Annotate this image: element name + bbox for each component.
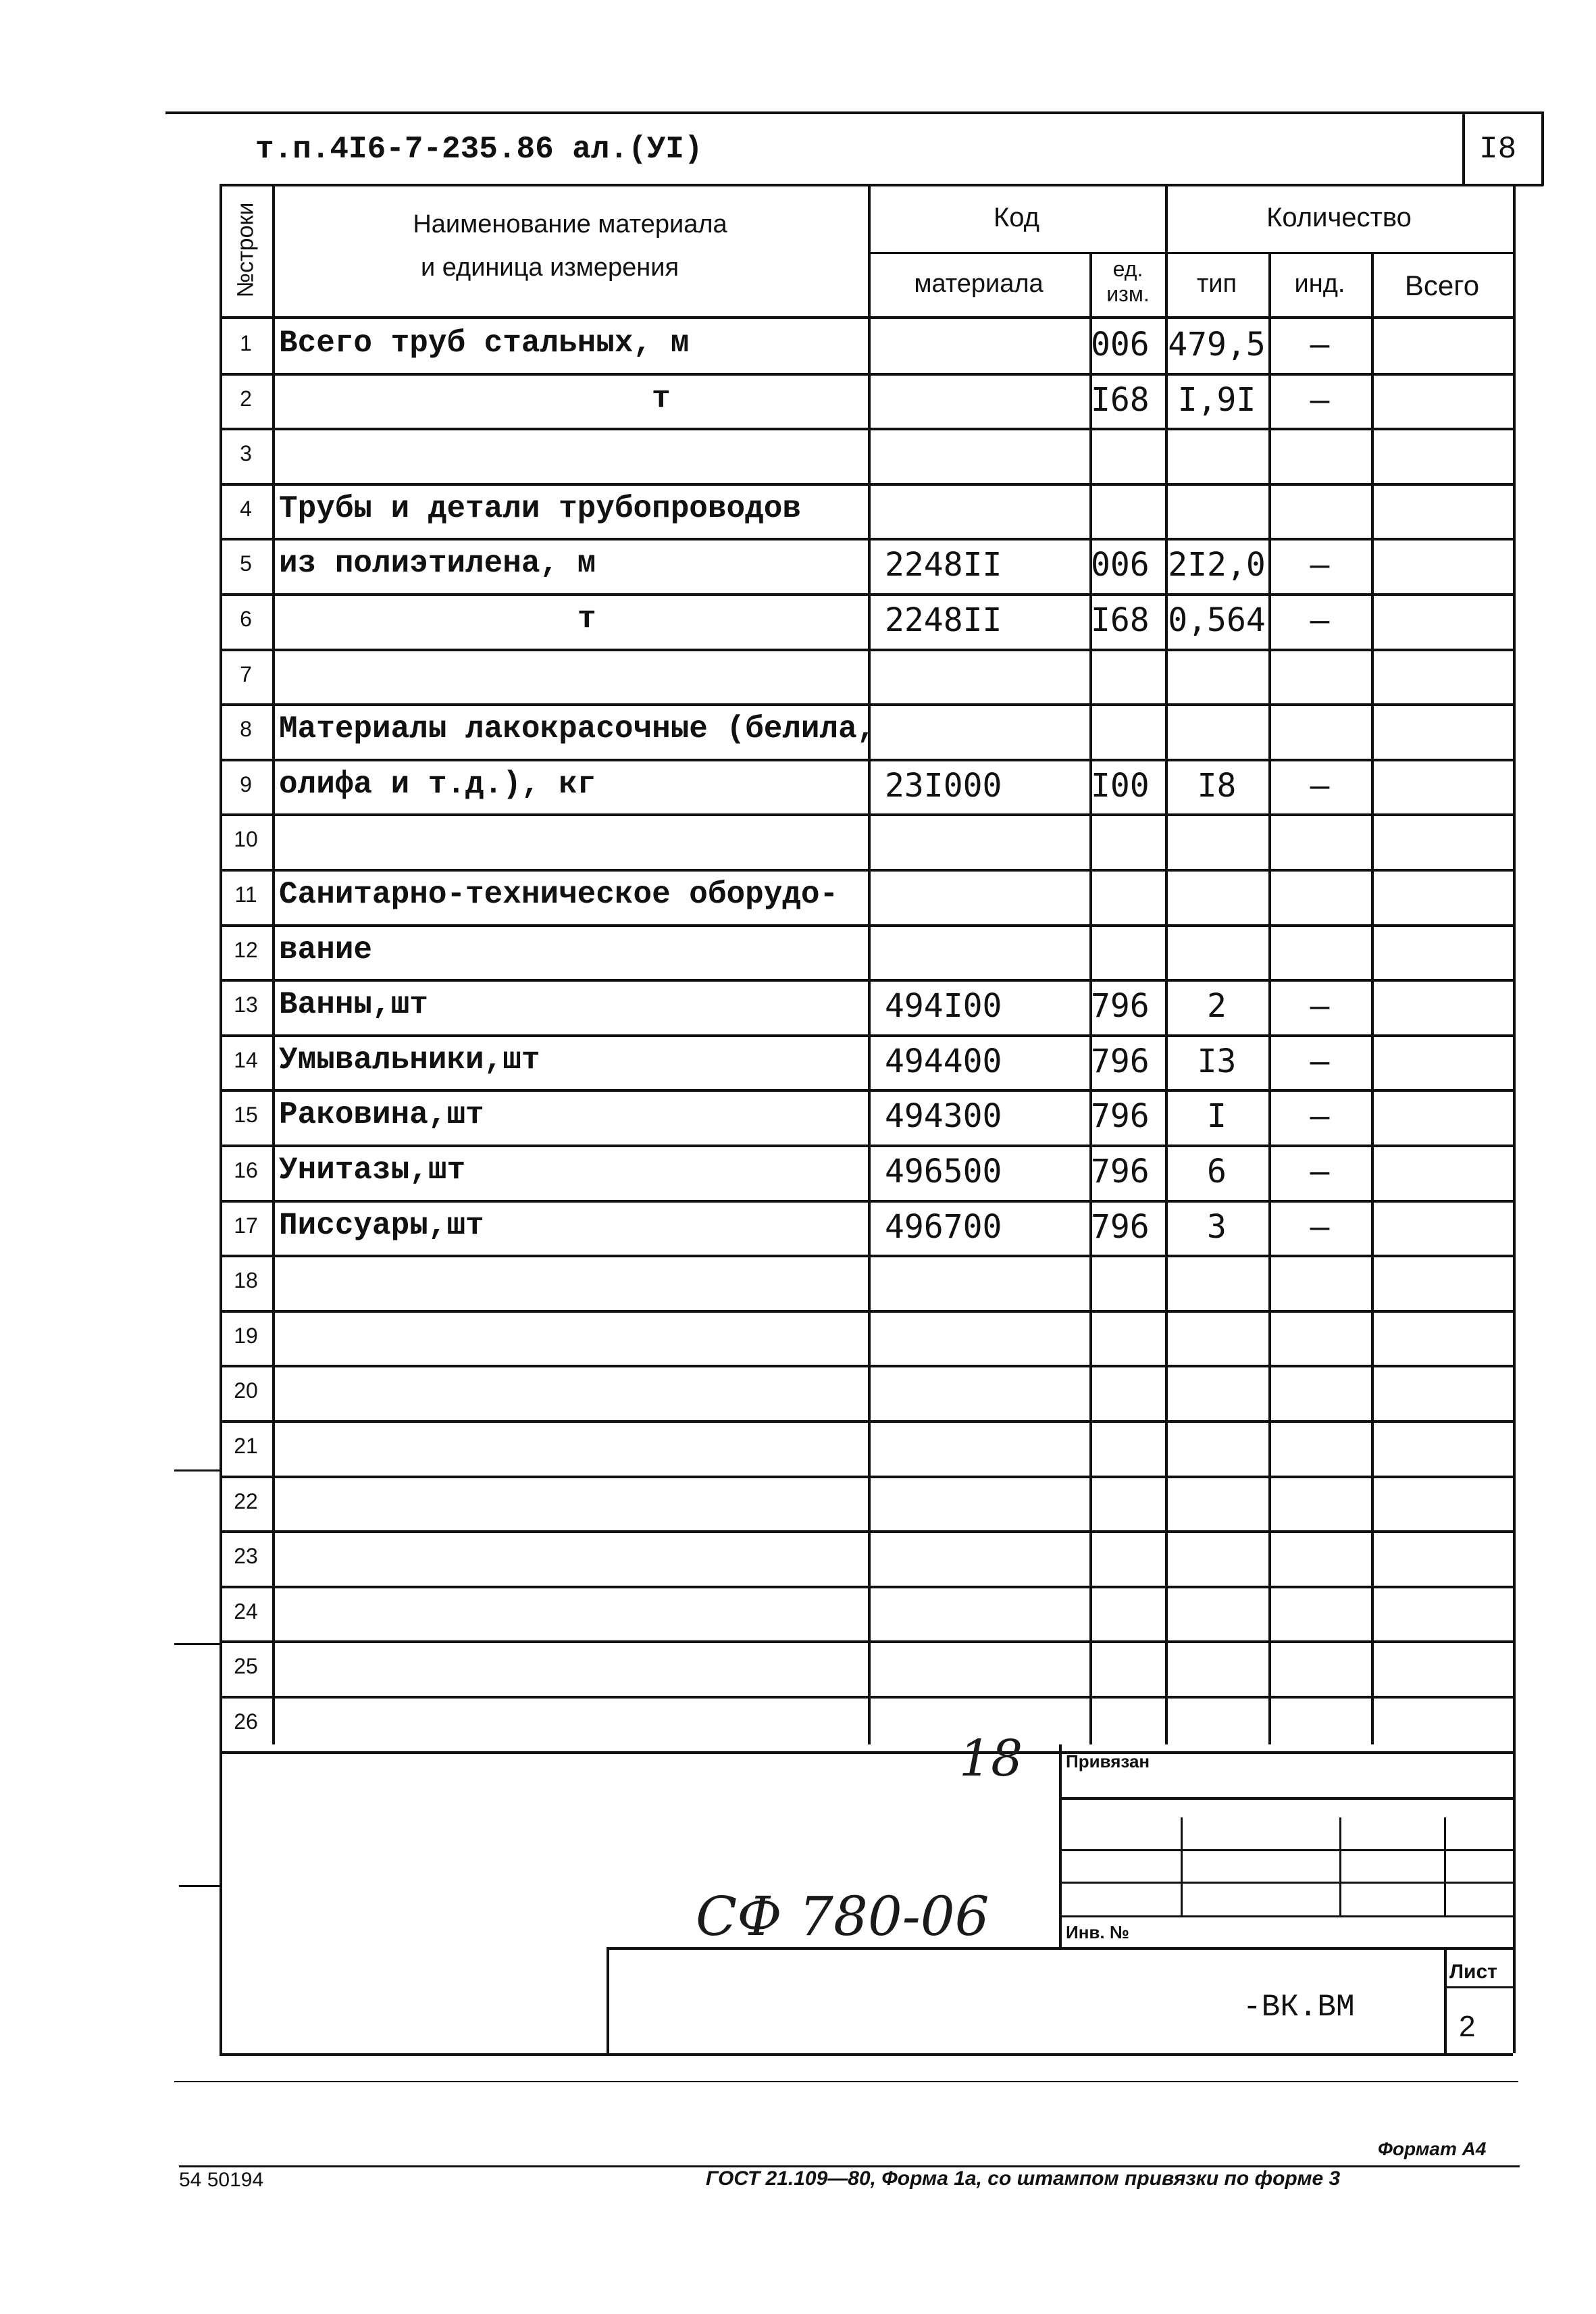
quantity-type: 479,5 bbox=[1168, 326, 1266, 363]
unit-code: 006 bbox=[1091, 546, 1150, 584]
unit-code: 796 bbox=[1091, 1207, 1150, 1246]
material-name: из полиэтилена, м bbox=[279, 546, 596, 582]
code-group-header: Код bbox=[993, 203, 1039, 232]
material-code: 494I00 bbox=[885, 987, 1002, 1026]
quantity-ind: – bbox=[1310, 546, 1330, 584]
material-name: вание bbox=[279, 932, 373, 967]
footer-left-code: 54 50194 bbox=[179, 2169, 264, 2191]
row-number-header: №строки bbox=[232, 202, 259, 298]
inventory-number-label: Инв. № bbox=[1066, 1922, 1129, 1942]
quantity-type: 0,564 bbox=[1168, 601, 1266, 639]
document-code: -ВК.ВМ bbox=[1243, 1990, 1355, 2025]
material-name: Унитазы,шт bbox=[279, 1153, 466, 1188]
row-number: 4 bbox=[240, 496, 252, 521]
material-code: 2248II bbox=[885, 601, 1002, 639]
name-column-header: Наименование материала и единица измерения bbox=[413, 210, 727, 282]
row-number: 23 bbox=[234, 1544, 258, 1569]
unit-code: 796 bbox=[1091, 1153, 1150, 1190]
handwritten-page-number: 18 bbox=[959, 1730, 1023, 1788]
quantity-type: 2 bbox=[1207, 987, 1227, 1026]
row-number: 17 bbox=[234, 1213, 258, 1238]
qty-ind-header: инд. bbox=[1294, 270, 1345, 298]
row-number: 18 bbox=[234, 1268, 258, 1293]
row-number: 15 bbox=[234, 1103, 258, 1128]
unit-code: 006 bbox=[1091, 326, 1150, 363]
material-code: 496500 bbox=[885, 1153, 1002, 1190]
footer-gost: ГОСТ 21.109—80, Форма 1а, со штампом привязки по форме 3 bbox=[706, 2167, 1341, 2190]
quantity-ind: – bbox=[1310, 1153, 1330, 1190]
row-number: 20 bbox=[234, 1378, 258, 1403]
row-number: 11 bbox=[234, 882, 257, 907]
quantity-ind: – bbox=[1310, 766, 1330, 805]
unit-code: I68 bbox=[1091, 601, 1150, 639]
handwritten-code: СФ 780-06 bbox=[696, 1885, 989, 1948]
row-number: 19 bbox=[234, 1323, 258, 1348]
material-name: Писсуары,шт bbox=[279, 1207, 484, 1243]
quantity-type: I3 bbox=[1197, 1042, 1237, 1080]
row-number: 21 bbox=[234, 1434, 258, 1458]
material-name: т bbox=[577, 601, 596, 636]
qty-total-header: Всего bbox=[1404, 270, 1480, 301]
material-code: 2248II bbox=[885, 546, 1002, 584]
row-number: 1 bbox=[240, 331, 252, 355]
unit-code: 796 bbox=[1091, 1042, 1150, 1080]
unit-code: 796 bbox=[1091, 987, 1150, 1026]
quantity-type: 6 bbox=[1207, 1153, 1227, 1190]
material-name: Всего труб стальных, м bbox=[279, 326, 690, 361]
unit-code: 796 bbox=[1091, 1097, 1150, 1136]
quantity-type: I8 bbox=[1197, 766, 1237, 805]
quantity-type: 3 bbox=[1207, 1207, 1227, 1246]
row-number: 6 bbox=[240, 607, 252, 631]
sheet-number: I8 bbox=[1479, 132, 1517, 167]
row-number: 25 bbox=[234, 1654, 258, 1679]
row-number: 10 bbox=[234, 827, 258, 852]
quantity-ind: – bbox=[1310, 326, 1330, 363]
row-number: 12 bbox=[234, 937, 258, 962]
row-number: 26 bbox=[234, 1709, 258, 1734]
material-name: Раковина,шт bbox=[279, 1097, 484, 1133]
row-number: 13 bbox=[234, 992, 258, 1017]
quantity-ind: – bbox=[1310, 1097, 1330, 1136]
material-name: олифа и т.д.), кг bbox=[279, 766, 596, 802]
quantity-type: I,9I bbox=[1177, 380, 1256, 419]
row-number: 5 bbox=[240, 551, 252, 576]
quantity-ind: – bbox=[1310, 1207, 1330, 1246]
unit-code: I68 bbox=[1091, 380, 1150, 419]
row-number: 22 bbox=[234, 1488, 258, 1513]
quantity-ind: – bbox=[1310, 601, 1330, 639]
material-code: 496700 bbox=[885, 1207, 1002, 1246]
material-code: 23I000 bbox=[885, 766, 1002, 805]
material-code: 494400 bbox=[885, 1042, 1002, 1080]
sheet-label: Лист bbox=[1449, 1961, 1497, 1983]
code-unit-header: ед. изм. bbox=[1106, 257, 1150, 306]
row-number: 9 bbox=[240, 772, 252, 797]
quantity-ind: – bbox=[1310, 1042, 1330, 1080]
row-number: 24 bbox=[234, 1599, 258, 1624]
qty-type-header: тип bbox=[1196, 270, 1237, 298]
material-name: Ванны,шт bbox=[279, 987, 428, 1023]
material-code: 494300 bbox=[885, 1097, 1002, 1136]
quantity-group-header: Количество bbox=[1266, 203, 1412, 232]
row-number: 2 bbox=[240, 386, 252, 411]
quantity-ind: – bbox=[1310, 380, 1330, 419]
quantity-type: 2I2,0 bbox=[1168, 546, 1266, 584]
code-material-header: материала bbox=[914, 270, 1044, 298]
row-number: 7 bbox=[240, 661, 252, 686]
bound-label: Привязан bbox=[1066, 1751, 1150, 1771]
material-name: Материалы лакокрасочные (белила, bbox=[279, 711, 876, 747]
document-reference: т.п.4I6-7-235.86 ал.(УI) bbox=[255, 132, 703, 167]
row-number: 16 bbox=[234, 1158, 258, 1182]
quantity-type: I bbox=[1207, 1097, 1227, 1136]
row-number: 8 bbox=[240, 717, 252, 742]
material-name: т bbox=[652, 380, 671, 416]
row-number: 3 bbox=[240, 441, 252, 466]
material-name: Санитарно-техническое оборудо- bbox=[279, 877, 839, 912]
row-number: 14 bbox=[234, 1047, 258, 1072]
material-name: Трубы и детали трубопроводов bbox=[279, 491, 801, 526]
sheet-value: 2 bbox=[1459, 2010, 1476, 2043]
quantity-ind: – bbox=[1310, 987, 1330, 1026]
format-label: Формат А4 bbox=[1378, 2138, 1487, 2159]
unit-code: I00 bbox=[1091, 766, 1150, 805]
material-name: Умывальники,шт bbox=[279, 1042, 540, 1078]
